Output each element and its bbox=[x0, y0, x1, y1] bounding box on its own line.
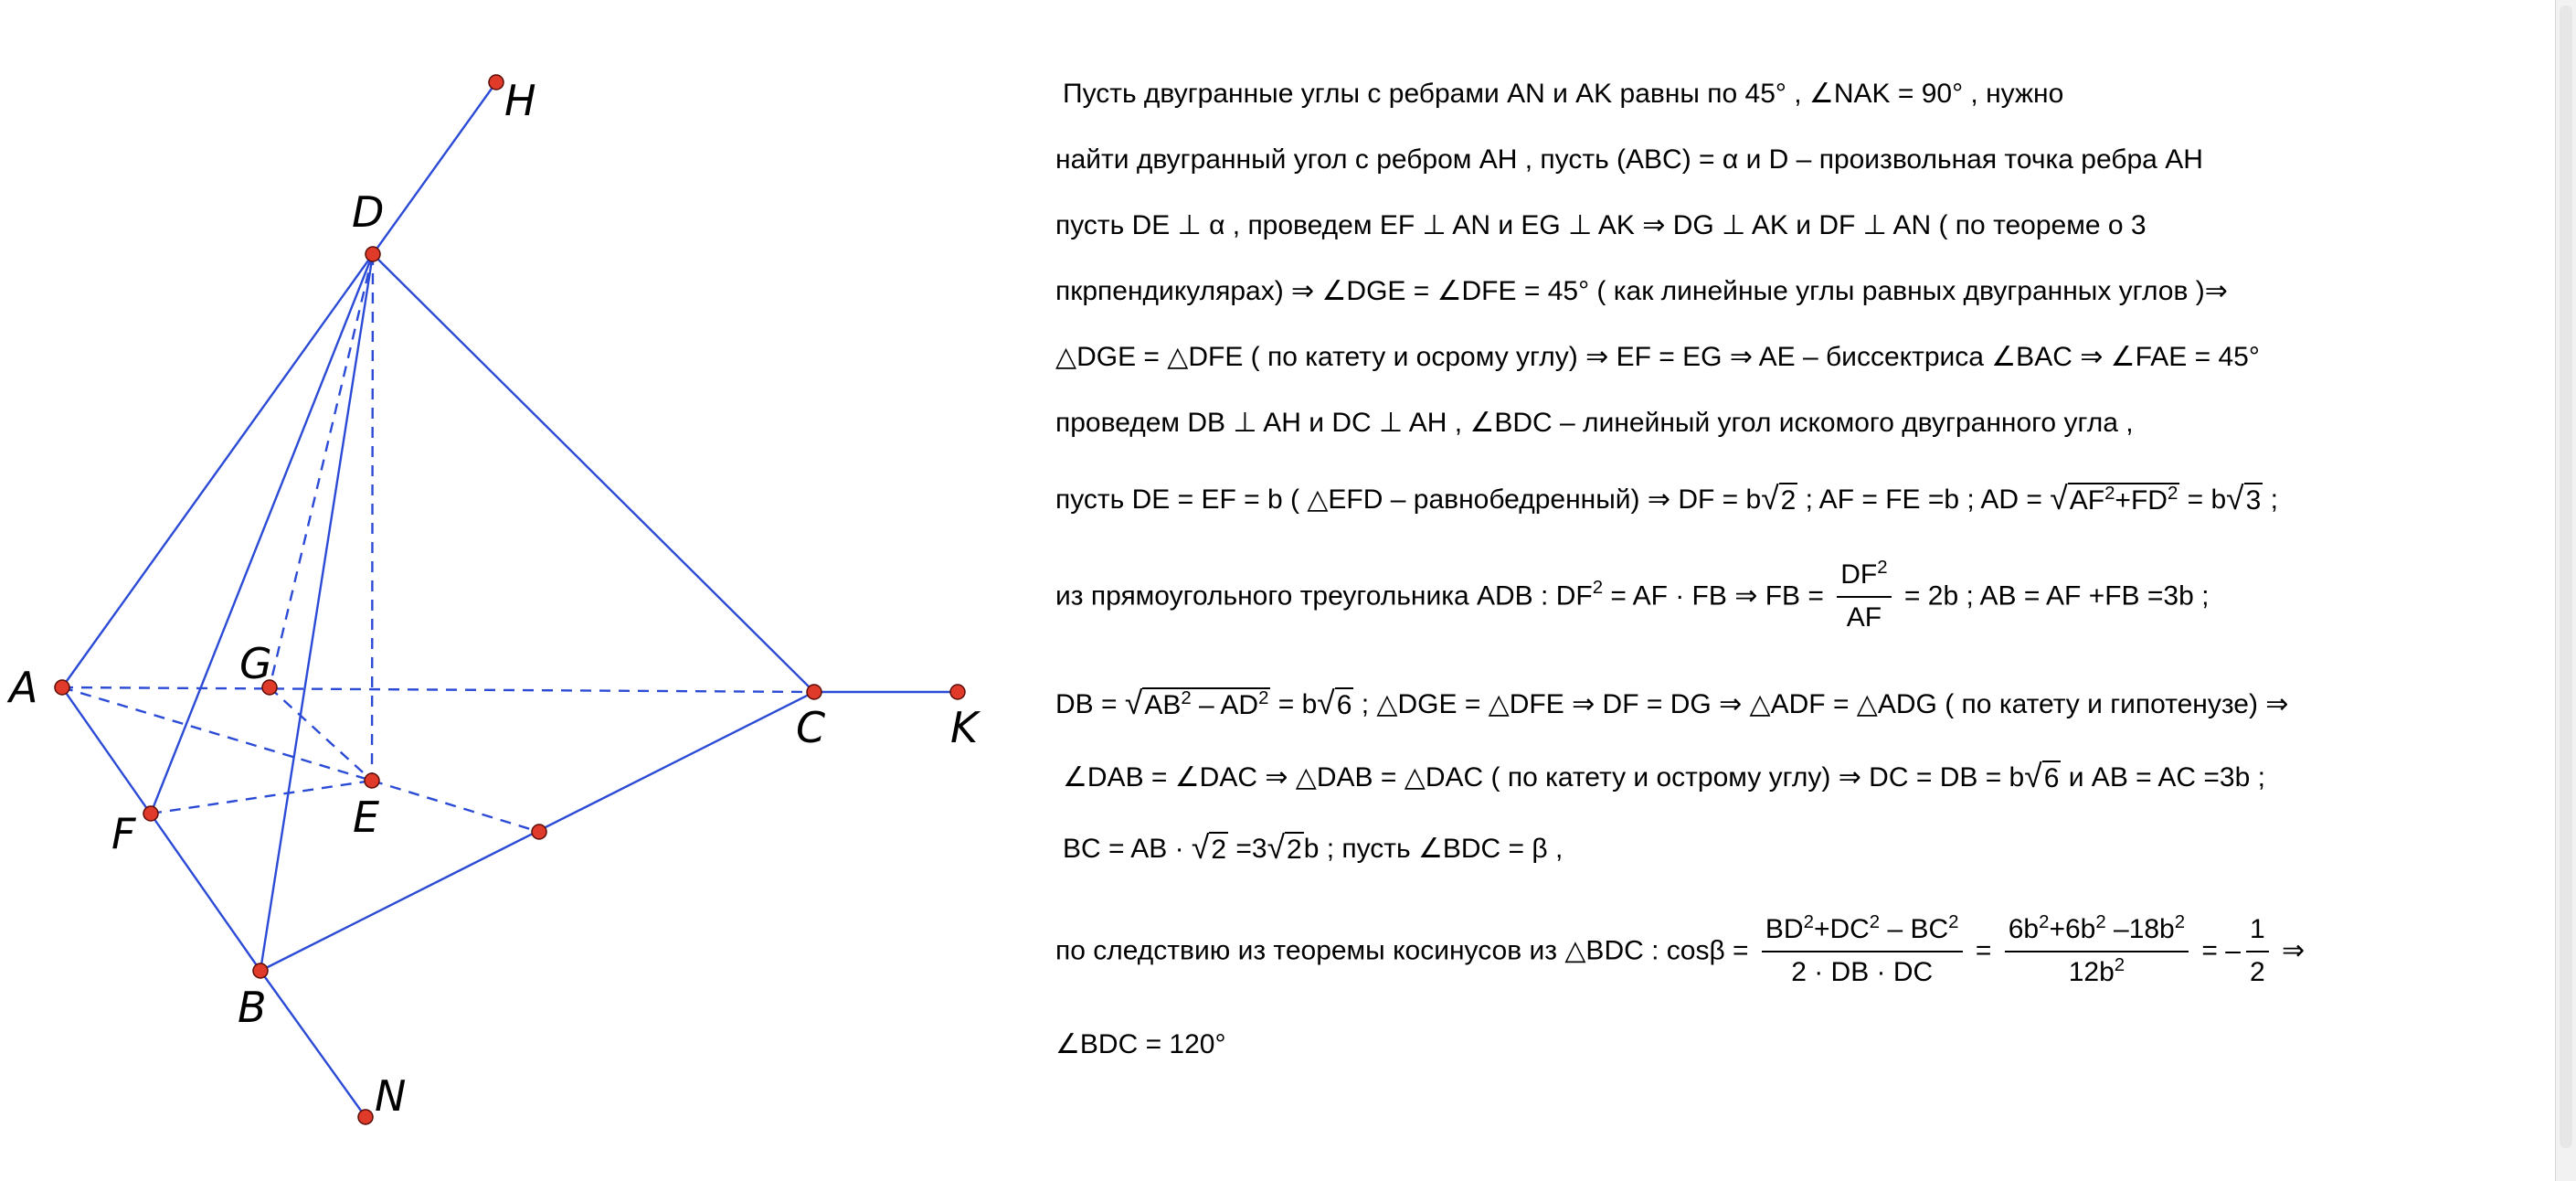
proof-line-12-end: ⇒ bbox=[2274, 935, 2306, 966]
edge-AB bbox=[62, 687, 260, 971]
edge-DB bbox=[260, 254, 373, 971]
edge-DA bbox=[62, 254, 373, 687]
proof-line-7-text-c: = b bbox=[2179, 484, 2227, 515]
exp-ab: 2 bbox=[1181, 687, 1192, 708]
f2-exp-c: 2 bbox=[2174, 911, 2186, 932]
pyramid-diagram bbox=[0, 0, 1014, 1181]
edge-GE-dashed bbox=[270, 687, 372, 781]
sqrt-2-c: √ 2 bbox=[1191, 829, 1227, 866]
fraction-numerator-exp: 2 bbox=[1877, 557, 1888, 578]
proof-line-7 bbox=[1055, 480, 2278, 517]
proof-line-7-text-a: пусть DE = EF = b ( △EFD – равнобедренный) ⇒ DF = b bbox=[1055, 484, 1762, 515]
exp-ad: 2 bbox=[1258, 687, 1269, 708]
proof-line-10-text-a: ∠DAB = ∠DAC ⇒ △DAB = △DAC ( по катету и острому углу) ⇒ DC = DB = b bbox=[1063, 761, 2025, 793]
f1-denominator: 2 · DB · DC bbox=[1791, 956, 1934, 987]
sqrt-2-d: √ 2 bbox=[1267, 829, 1302, 866]
proof-line-12-text-a: по следствию из теоремы косинусов из △BDC : cosβ = bbox=[1055, 935, 1756, 966]
sqrt-3: √ 3 bbox=[2226, 480, 2262, 516]
radicand-af: AF bbox=[2069, 485, 2105, 516]
f1-exp-bc: 2 bbox=[1948, 911, 1959, 932]
edge-DG-dashed bbox=[270, 254, 373, 687]
f1-num-bc: – BC bbox=[1880, 914, 1949, 944]
edge-AC-dashed bbox=[62, 687, 814, 692]
proof-line-8 bbox=[1055, 559, 2209, 633]
f1-exp-dc: 2 bbox=[1869, 911, 1881, 932]
scrollbar-thumb[interactable] bbox=[2560, 5, 2572, 1148]
proof-text bbox=[1055, 0, 2540, 1181]
sqrt-2-d-radicand: 2 bbox=[1285, 832, 1304, 867]
f2-denominator-exp: 2 bbox=[2114, 954, 2125, 975]
point-N bbox=[358, 1110, 373, 1124]
sqrt-2: √ 2 bbox=[1761, 480, 1797, 516]
proof-line-3: пусть DE ⊥ α , проведем EF ⊥ AN и EG ⊥ AK ⇒ DG ⊥ AK и DF ⊥ AN ( по теореме о 3 bbox=[1055, 210, 2147, 240]
f2-exp-a: 2 bbox=[2039, 911, 2050, 932]
f3-numerator: 1 bbox=[2246, 914, 2269, 952]
equals-2: = – bbox=[2194, 935, 2241, 966]
sqrt-6-b: √ 6 bbox=[2024, 758, 2060, 794]
point-M bbox=[532, 825, 546, 839]
proof-line-7-text-d: ; bbox=[2263, 484, 2278, 515]
point-D bbox=[366, 247, 380, 261]
fraction-cosine-theorem bbox=[1762, 911, 1963, 988]
label-A: A bbox=[9, 663, 38, 712]
sqrt-2-c-radicand: 2 bbox=[1209, 832, 1228, 867]
f2-num-b: +6b bbox=[2049, 914, 2096, 944]
sqrt-ab-ad: √ $AB^2 - AD^2$ bbox=[1124, 685, 1269, 721]
proof-line-2: найти двугранный угол с ребром AH , пусть (ABC) = α и D – произвольная точка ребра AH bbox=[1055, 144, 2203, 175]
label-E: E bbox=[353, 793, 380, 842]
proof-line-9 bbox=[1055, 687, 2288, 722]
sqrt-6-radicand: 6 bbox=[1335, 687, 1354, 722]
radicand-ab: AB bbox=[1144, 690, 1182, 720]
label-H: H bbox=[504, 76, 536, 125]
proof-line-12 bbox=[1055, 911, 2306, 988]
proof-line-8-text-b: = AF · FB ⇒ FB = bbox=[1603, 580, 1832, 612]
edge-DH bbox=[373, 82, 496, 254]
exp-af: 2 bbox=[2104, 483, 2115, 504]
edge-DE-dashed bbox=[372, 254, 373, 781]
label-G: G bbox=[239, 639, 272, 688]
proof-line-7-text-b: ; AF = FE =b ; AD = bbox=[1797, 484, 2051, 515]
label-K: K bbox=[950, 703, 979, 752]
proof-line-11-text-c: b ; пусть ∠BDC = β , bbox=[1303, 833, 1564, 864]
edge-DC bbox=[373, 254, 814, 692]
edge-EM-dashed bbox=[372, 781, 539, 832]
fraction-one-half bbox=[2246, 914, 2269, 988]
fraction-numerator: DF bbox=[1840, 559, 1878, 590]
edge-BN bbox=[260, 971, 366, 1117]
point-C bbox=[807, 685, 822, 699]
sqrt-6-b-radicand: 6 bbox=[2042, 761, 2062, 795]
f1-num-bd: BD bbox=[1765, 914, 1804, 944]
point-A bbox=[55, 680, 69, 695]
f1-exp-bd: 2 bbox=[1803, 911, 1814, 932]
label-F: F bbox=[111, 809, 136, 858]
proof-line-11-text-a: BC = AB · bbox=[1063, 833, 1192, 864]
proof-line-1: Пусть двугранные углы с ребрами AN и AK равны по 45° , ∠NAK = 90° , нужно bbox=[1063, 79, 2064, 109]
point-F bbox=[143, 806, 158, 821]
label-D: D bbox=[352, 187, 385, 237]
diagram-labels bbox=[6, 76, 981, 1121]
proof-line-10-text-b: и AB = AC =3b ; bbox=[2061, 761, 2265, 793]
proof-line-13: ∠BDC = 120° bbox=[1055, 1029, 1226, 1059]
sqrt-2-radicand: 2 bbox=[1779, 483, 1798, 517]
fraction-denominator: AF bbox=[1846, 601, 1882, 633]
edge-AE-dashed bbox=[62, 687, 372, 781]
fraction-df2-af bbox=[1837, 559, 1891, 633]
diagram-edges bbox=[62, 82, 958, 1117]
radicand-ad: – AD bbox=[1191, 690, 1259, 720]
point-B bbox=[253, 963, 268, 978]
proof-line-9-text-c: ; △DGE = △DFE ⇒ DF = DG ⇒ △ADF = △ADG ( по катету и гипотенузе) ⇒ bbox=[1353, 688, 2289, 719]
point-E bbox=[365, 773, 379, 788]
proof-line-10 bbox=[1063, 758, 2265, 795]
edge-DF bbox=[151, 254, 373, 814]
radicand-fd: +FD bbox=[2115, 485, 2168, 516]
label-C: C bbox=[796, 703, 826, 752]
vertical-scrollbar[interactable] bbox=[2555, 0, 2576, 1181]
equals-1: = bbox=[1967, 935, 1999, 966]
edge-FE-dashed bbox=[151, 781, 372, 814]
f2-exp-b: 2 bbox=[2095, 911, 2106, 932]
proof-line-4: пкрпендикулярах) ⇒ ∠DGE = ∠DFE = 45° ( как линейные углы равных двугранных углов )⇒ bbox=[1055, 276, 2228, 306]
proof-line-11 bbox=[1063, 829, 1564, 867]
proof-line-9-text-b: = b bbox=[1270, 688, 1318, 719]
label-N: N bbox=[375, 1071, 407, 1121]
f2-num-c: –18b bbox=[2105, 914, 2175, 944]
f1-num-dc: +DC bbox=[1813, 914, 1870, 944]
exp-fd: 2 bbox=[2167, 483, 2178, 504]
proof-line-8-text-a: из прямоугольного треугольника ADB : DF bbox=[1055, 580, 1593, 612]
proof-line-8-text-c: = 2b ; AB = AF +FB =3b ; bbox=[1896, 580, 2210, 612]
sqrt-af-fd: √ $AF^2+FD^2$ bbox=[2050, 480, 2178, 516]
f2-denominator: 12b bbox=[2068, 956, 2115, 987]
f3-denominator: 2 bbox=[2249, 956, 2265, 987]
f2-num-a: 6b bbox=[2008, 914, 2040, 944]
sqrt-6: √ 6 bbox=[1317, 685, 1352, 721]
proof-line-11-text-b: =3 bbox=[1228, 833, 1267, 864]
point-H bbox=[489, 75, 504, 90]
proof-line-5: △DGE = △DFE ( по катету и осрому углу) ⇒ EF = EG ⇒ AE – биссектриса ∠BAC ⇒ ∠FAE = 45° bbox=[1055, 342, 2260, 372]
fraction-substituted bbox=[2005, 911, 2189, 988]
point-K bbox=[950, 685, 965, 699]
diagram-points bbox=[55, 75, 965, 1124]
proof-line-6: проведем DB ⊥ AH и DC ⊥ AH , ∠BDC – линейный угол искомого двугранного угла , bbox=[1055, 408, 2134, 438]
proof-line-9-text-a: DB = bbox=[1055, 688, 1125, 719]
sqrt-3-radicand: 3 bbox=[2244, 483, 2263, 517]
exp-df: 2 bbox=[1592, 578, 1604, 599]
label-B: B bbox=[238, 983, 267, 1032]
